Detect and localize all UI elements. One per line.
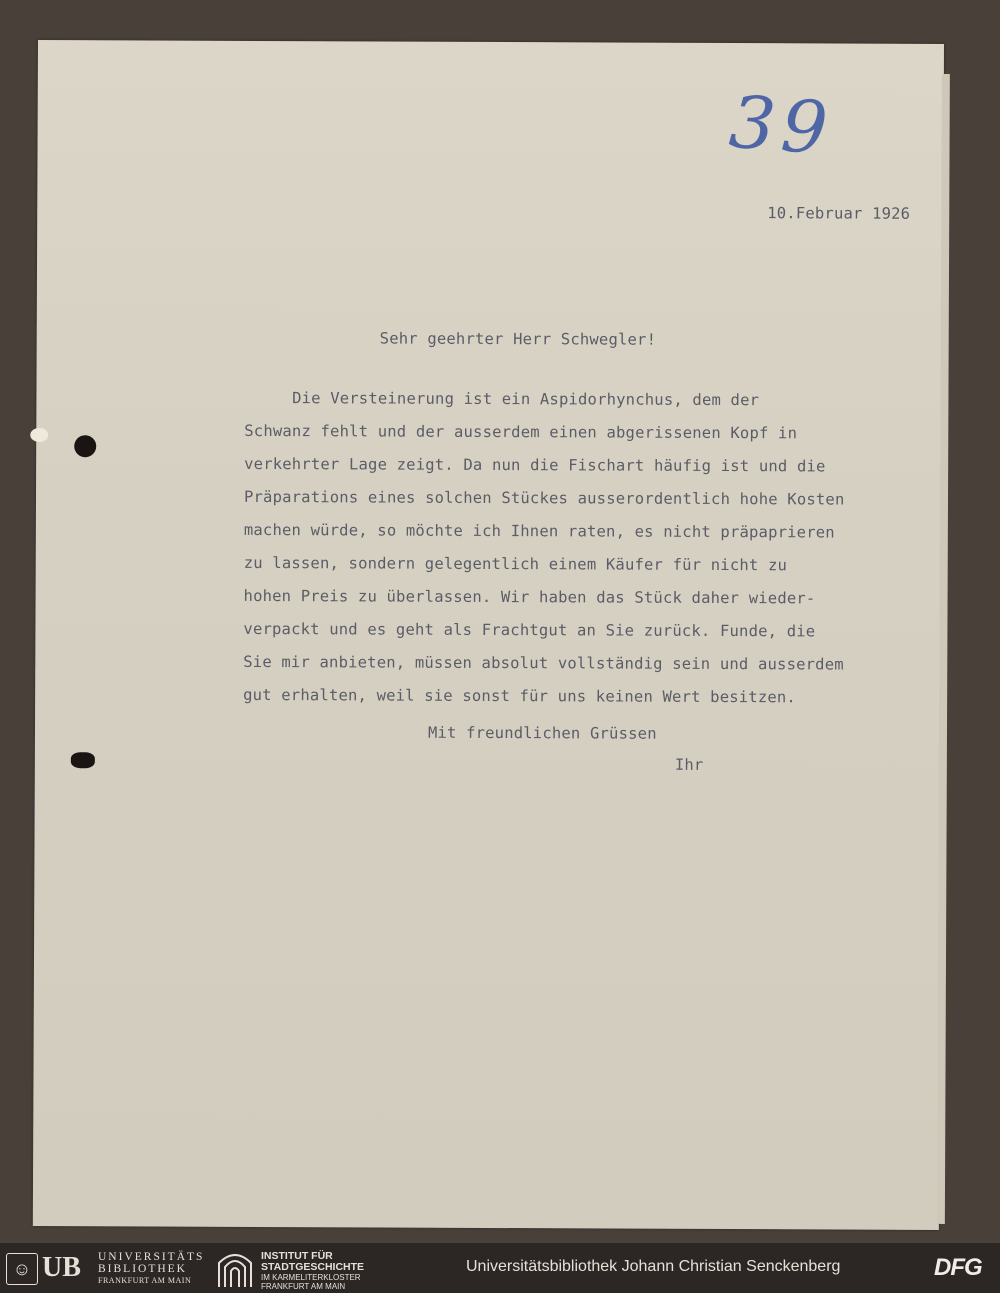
dfg-logo[interactable]: DFG bbox=[934, 1254, 982, 1281]
isg-name bbox=[261, 1251, 364, 1291]
goethe-portrait-icon: ☺ bbox=[6, 1253, 38, 1285]
ub-line2: BIBLIOTHEK bbox=[98, 1263, 187, 1275]
letter-page bbox=[33, 40, 944, 1230]
isg-line3: IM KARMELITERKLOSTER bbox=[261, 1273, 361, 1282]
body-line: Sie mir anbieten, müssen absolut vollständig sein und ausserdem bbox=[243, 652, 844, 674]
body-line: machen würde, so möchte ich Ihnen raten, es nicht präpaprieren bbox=[243, 520, 835, 542]
letter-closing: Mit freundlichen Grüssen bbox=[427, 723, 657, 743]
body-line: hohen Preis zu überlassen. Wir haben das Stück daher wieder- bbox=[243, 586, 816, 608]
punch-hole-lower bbox=[71, 752, 95, 768]
isg-line4: FRANKFURT AM MAIN bbox=[261, 1282, 346, 1291]
body-line: gut erhalten, weil sie sonst für uns keinen Wert besitzen. bbox=[243, 685, 797, 707]
paper-tear-upper bbox=[30, 428, 48, 442]
letter-date: 10.Februar 1926 bbox=[767, 204, 911, 223]
ub-logo[interactable] bbox=[6, 1251, 206, 1287]
library-name[interactable]: Universitätsbibliothek Johann Christian Senckenberg bbox=[466, 1258, 841, 1275]
ub-line1: UNIVERSITÄTS bbox=[98, 1251, 205, 1263]
body-line: zu lassen, sondern gelegentlich einem Käufer für nicht zu bbox=[243, 553, 788, 575]
ub-name bbox=[98, 1251, 204, 1287]
letter-salutation: Sehr geehrter Herr Schwegler! bbox=[379, 329, 657, 349]
letter-signature: Ihr bbox=[674, 755, 704, 774]
arches-icon bbox=[215, 1249, 255, 1289]
isg-line2: STADTGESCHICHTE bbox=[261, 1261, 365, 1273]
ub-line3: FRANKFURT AM MAIN bbox=[98, 1276, 192, 1285]
body-line: verpackt und es geht als Frachtgut an Sie zurück. Funde, die bbox=[243, 619, 816, 641]
punch-hole-upper bbox=[74, 435, 96, 457]
body-line: Die Versteinerung ist ein Aspidorhynchus, dem der bbox=[244, 388, 760, 410]
paper-edge bbox=[937, 74, 950, 1224]
ub-letters: UB bbox=[42, 1252, 81, 1283]
isg-line1: INSTITUT FÜR bbox=[261, 1250, 333, 1262]
folio-number: 39 bbox=[726, 79, 837, 171]
body-line: verkehrter Lage zeigt. Da nun die Fischart häufig ist und die bbox=[244, 454, 826, 476]
footer-bar bbox=[0, 1243, 1000, 1293]
body-line: Präparations eines solchen Stückes ausserordentlich hohe Kosten bbox=[243, 487, 845, 509]
body-line: Schwanz fehlt und der ausserdem einen abgerissenen Kopf in bbox=[244, 421, 798, 443]
isg-logo[interactable] bbox=[215, 1249, 445, 1289]
